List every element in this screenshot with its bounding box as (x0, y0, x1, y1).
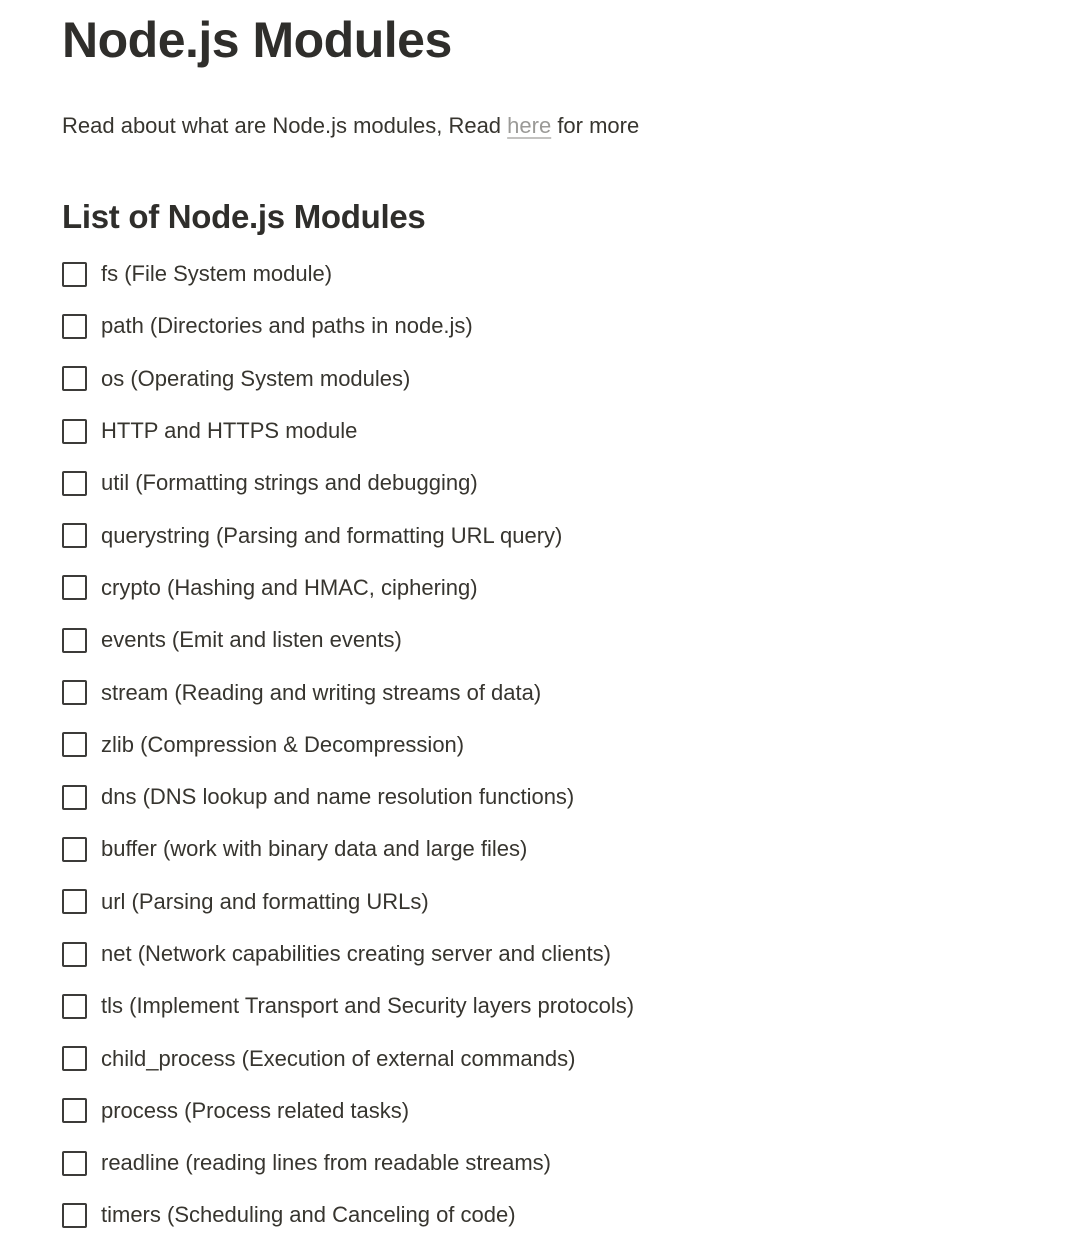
checkbox-unchecked-icon[interactable] (62, 680, 87, 705)
here-link[interactable]: here (507, 113, 552, 138)
todo-item-label: HTTP and HTTPS module (101, 418, 358, 444)
todo-list (62, 248, 1028, 1242)
todo-item-label: buffer (work with binary data and large files) (101, 836, 528, 862)
checkbox-unchecked-icon[interactable] (62, 1046, 87, 1071)
intro-paragraph (62, 112, 1028, 140)
todo-item-label: querystring (Parsing and formatting URL query) (101, 522, 563, 548)
todo-item (62, 1189, 1028, 1241)
todo-item (62, 300, 1028, 352)
checkbox-unchecked-icon[interactable] (62, 1203, 87, 1228)
todo-item-label: os (Operating System modules) (101, 365, 411, 391)
todo-item (62, 457, 1028, 509)
todo-item-label: events (Emit and listen events) (101, 627, 402, 653)
todo-item-label: process (Process related tasks) (101, 1097, 410, 1123)
checkbox-unchecked-icon[interactable] (62, 523, 87, 548)
todo-item (62, 405, 1028, 457)
checkbox-unchecked-icon[interactable] (62, 471, 87, 496)
todo-item-label: path (Directories and paths in node.js) (101, 313, 473, 339)
todo-item-label: zlib (Compression & Decompression) (101, 731, 465, 757)
todo-item (62, 876, 1028, 928)
todo-item-label: crypto (Hashing and HMAC, ciphering) (101, 574, 478, 600)
todo-item (62, 614, 1028, 666)
intro-text-before: Read about what are Node.js modules, Read (62, 113, 508, 138)
checkbox-unchecked-icon[interactable] (62, 1098, 87, 1123)
checkbox-unchecked-icon[interactable] (62, 314, 87, 339)
todo-item-label: net (Network capabilities creating server and clients) (101, 941, 611, 966)
checkbox-unchecked-icon[interactable] (62, 994, 87, 1019)
page-title: Node.js Modules (62, 12, 452, 68)
todo-item (62, 719, 1028, 771)
todo-item (62, 248, 1028, 300)
todo-item (62, 823, 1028, 875)
todo-item-label: fs (File System module) (101, 261, 333, 287)
checkbox-unchecked-icon[interactable] (62, 628, 87, 653)
todo-item (62, 1085, 1028, 1137)
todo-item-label: dns (DNS lookup and name resolution functions) (101, 784, 575, 810)
section-heading: List of Node.js Modules (62, 198, 426, 235)
checkbox-unchecked-icon[interactable] (62, 942, 87, 967)
todo-item (62, 353, 1028, 405)
todo-item-label: readline (reading lines from readable streams) (101, 1150, 551, 1176)
checkbox-unchecked-icon[interactable] (62, 1151, 87, 1176)
todo-item (62, 562, 1028, 614)
checkbox-unchecked-icon[interactable] (62, 262, 87, 287)
todo-item (62, 666, 1028, 718)
checkbox-unchecked-icon[interactable] (62, 575, 87, 600)
todo-item-label: child_process (Execution of external commands) (101, 1045, 576, 1071)
todo-item (62, 509, 1028, 561)
todo-item-label: util (Formatting strings and debugging) (101, 470, 478, 496)
intro-text-after: for more (551, 113, 640, 138)
checkbox-unchecked-icon[interactable] (62, 785, 87, 810)
checkbox-unchecked-icon[interactable] (62, 837, 87, 862)
todo-item (62, 1137, 1028, 1189)
checkbox-unchecked-icon[interactable] (62, 732, 87, 757)
todo-item-label: url (Parsing and formatting URLs) (101, 888, 429, 914)
checkbox-unchecked-icon[interactable] (62, 889, 87, 914)
todo-item-label: tls (Implement Transport and Security layers protocols) (101, 993, 635, 1019)
todo-item (62, 980, 1028, 1032)
todo-item (62, 928, 1028, 980)
todo-item-label: timers (Scheduling and Canceling of code) (101, 1202, 516, 1228)
todo-item (62, 1032, 1028, 1084)
checkbox-unchecked-icon[interactable] (62, 419, 87, 444)
todo-item-label: stream (Reading and writing streams of data) (101, 679, 542, 705)
checkbox-unchecked-icon[interactable] (62, 366, 87, 391)
todo-item (62, 771, 1028, 823)
